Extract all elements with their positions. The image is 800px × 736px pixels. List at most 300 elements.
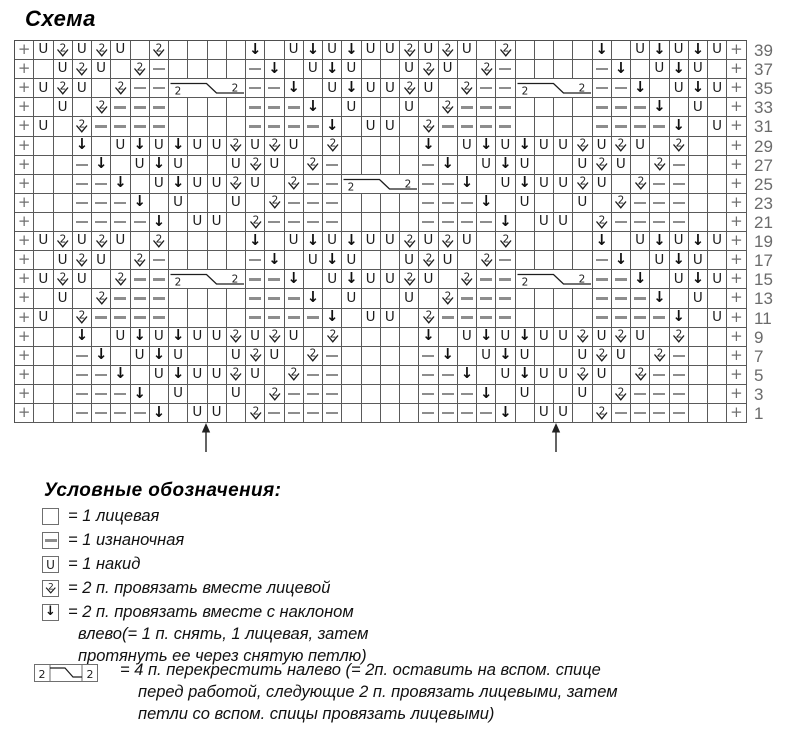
chart-row (15, 41, 747, 60)
knit-cell (573, 404, 592, 423)
svg-text:2: 2 (579, 328, 587, 341)
purl-cell (612, 289, 631, 308)
purl-cell (477, 79, 496, 98)
svg-text:2: 2 (38, 668, 46, 681)
knit-cell (535, 60, 554, 79)
edge-stitch-cell: + (15, 137, 34, 156)
ssk-cell: ↓ (131, 137, 150, 156)
purl-cell (73, 366, 92, 385)
chart-row (15, 79, 747, 98)
purl-cell (111, 385, 130, 404)
yarn-over-cell: U (73, 270, 92, 289)
svg-text:2: 2 (233, 175, 240, 188)
edge-stitch-cell: + (15, 366, 34, 385)
ssk-cell: ↓ (150, 213, 169, 232)
k2tog-cell (650, 156, 669, 175)
purl-cell (73, 404, 92, 423)
chart-row (15, 137, 747, 156)
knit-cell (111, 251, 130, 270)
purl-cell (593, 270, 612, 289)
yarn-over-cell: U (419, 232, 438, 251)
ssk-cell: ↓ (169, 366, 188, 385)
yarn-over-cell: U (535, 328, 554, 347)
knit-cell (362, 98, 381, 117)
yarn-over-cell: U (573, 194, 592, 213)
page-title: Схема (25, 6, 96, 31)
yarn-over-cell: U (419, 79, 438, 98)
svg-text:2: 2 (98, 42, 105, 55)
purl-cell (73, 347, 92, 366)
knit-cell (227, 404, 246, 423)
yarn-over-cell: U (381, 41, 400, 60)
svg-text:2: 2 (252, 214, 259, 227)
k2tog-cell (477, 251, 496, 270)
yarn-over-cell: U (708, 232, 727, 251)
yarn-over-cell: U (150, 366, 169, 385)
svg-text:2: 2 (521, 276, 528, 289)
yarn-over-cell: U (554, 366, 573, 385)
purl-cell (439, 309, 458, 328)
purl-cell (419, 404, 438, 423)
yarn-over-cell: U (342, 60, 361, 79)
svg-text:2: 2 (231, 82, 239, 95)
purl-cell (458, 404, 477, 423)
purl-cell (458, 385, 477, 404)
yarn-over-cell: U (573, 347, 592, 366)
k2tog-cell (573, 328, 592, 347)
k2tog-cell (246, 347, 265, 366)
purl-cell (285, 98, 304, 117)
knit-cell (381, 98, 400, 117)
knit-cell (323, 289, 342, 308)
yarn-over-cell: U (227, 385, 246, 404)
ssk-cell: ↓ (131, 194, 150, 213)
yarn-over-cell: U (150, 328, 169, 347)
edge-stitch-cell: + (727, 251, 746, 270)
svg-text:2: 2 (406, 233, 413, 246)
row-number: 35 (754, 79, 773, 99)
k2tog-cell (73, 251, 92, 270)
purl-cell (304, 404, 323, 423)
svg-text:2: 2 (117, 80, 125, 93)
ssk-cell: ↓ (593, 41, 612, 60)
knit-cell (554, 347, 573, 366)
purl-cell (458, 309, 477, 328)
k2tog-cell (227, 328, 246, 347)
ssk-cell: ↓ (670, 60, 689, 79)
chart-row (15, 117, 747, 136)
purl-cell (650, 366, 669, 385)
knit-cell (285, 347, 304, 366)
knit-cell (400, 117, 419, 136)
yarn-over-cell: U (169, 156, 188, 175)
knit-cell (342, 385, 361, 404)
row-numbers-column (754, 41, 773, 423)
knit-cell (631, 251, 650, 270)
yarn-over-cell: U (73, 232, 92, 251)
row-number: 39 (754, 41, 773, 60)
knit-cell (670, 98, 689, 117)
yarn-over-cell: U (670, 41, 689, 60)
ssk-cell: ↓ (265, 251, 284, 270)
knit-cell (111, 60, 130, 79)
yarn-over-cell: U (400, 98, 419, 117)
knit-cell (535, 232, 554, 251)
ssk-cell: ↓ (477, 385, 496, 404)
ssk-cell: ↓ (246, 41, 265, 60)
knit-cell (188, 60, 207, 79)
ssk-cell: ↓ (323, 60, 342, 79)
ssk-cell: ↓ (650, 41, 669, 60)
k2tog-cell (111, 79, 130, 98)
k2tog-cell (54, 232, 73, 251)
knit-cell (689, 175, 708, 194)
yarn-over-cell: U (188, 366, 207, 385)
yarn-over-cell: U (554, 175, 573, 194)
purl-cell (265, 309, 284, 328)
yarn-over-cell: U (689, 60, 708, 79)
k2tog-cell (227, 137, 246, 156)
knit-cell (573, 289, 592, 308)
knit-cell (54, 175, 73, 194)
yarn-over-cell: U (458, 232, 477, 251)
purl-cell (458, 289, 477, 308)
purl-cell (323, 366, 342, 385)
yarn-over-cell: U (419, 41, 438, 60)
yarn-over-cell: U (34, 79, 53, 98)
svg-text:2: 2 (406, 80, 413, 93)
purl-cell (304, 194, 323, 213)
yarn-over-cell: U (631, 41, 650, 60)
yarn-over-cell: U (227, 156, 246, 175)
yarn-over-cell: U (554, 213, 573, 232)
yarn-over-cell: U (381, 79, 400, 98)
svg-text:2: 2 (444, 233, 452, 246)
yarn-over-cell: U (708, 117, 727, 136)
knit-cell (708, 175, 727, 194)
legend-item-label: = 1 изнаночная (68, 531, 185, 549)
knit-cell (169, 117, 188, 136)
k2tog-cell (111, 270, 130, 289)
purl-cell (111, 117, 130, 136)
knit-cell (439, 79, 458, 98)
legend-title: Условные обозначения: (44, 480, 282, 501)
ssk-cell: ↓ (342, 41, 361, 60)
k2tog-cell (304, 156, 323, 175)
knit-cell (208, 385, 227, 404)
legend-item-label: петли со вспом. спицы провязать лицевыми) (138, 705, 495, 723)
knit-cell (650, 79, 669, 98)
purl-cell (131, 404, 150, 423)
yarn-over-cell: U (689, 98, 708, 117)
knit-cell (342, 156, 361, 175)
ssk-cell: ↓ (169, 137, 188, 156)
k2tog-cell (246, 404, 265, 423)
knit-cell (131, 232, 150, 251)
svg-text:2: 2 (578, 82, 585, 95)
purl-cell (477, 309, 496, 328)
purl-cell (246, 98, 265, 117)
purl-cell (246, 117, 265, 136)
row-number: 29 (754, 136, 773, 156)
knit-cell (381, 366, 400, 385)
edge-stitch-cell: + (15, 213, 34, 232)
purl-cell (496, 309, 515, 328)
repeat-marker-arrow-icon (199, 423, 213, 453)
yarn-over-cell: U (362, 270, 381, 289)
svg-text:2: 2 (271, 137, 279, 150)
purl-cell (419, 385, 438, 404)
edge-stitch-cell: + (15, 60, 34, 79)
yarn-over-cell: U (188, 328, 207, 347)
yarn-over-cell: U (188, 137, 207, 156)
legend-item-label: перед работой, следующие 2 п. провязать лицевыми, затем (138, 683, 618, 701)
k2tog-cell (670, 328, 689, 347)
edge-stitch-cell: + (727, 289, 746, 308)
yarn-over-cell: U (362, 309, 381, 328)
knit-cell (554, 60, 573, 79)
knit-cell (670, 289, 689, 308)
purl-cell (496, 270, 515, 289)
svg-text:2: 2 (579, 137, 587, 150)
knit-cell (400, 137, 419, 156)
yarn-over-cell: U (342, 251, 361, 270)
ssk-cell: ↓ (169, 328, 188, 347)
chart-row (15, 213, 747, 232)
knit-cell (342, 347, 361, 366)
yarn-over-cell: U (265, 347, 284, 366)
purl-cell (496, 289, 515, 308)
purl-cell (131, 289, 150, 308)
ssk-cell: ↓ (342, 79, 361, 98)
edge-stitch-cell: + (15, 270, 34, 289)
purl-cell (323, 347, 342, 366)
knit-cell (381, 328, 400, 347)
chart-row (15, 98, 747, 117)
knit-cell (131, 366, 150, 385)
knit-cell (362, 60, 381, 79)
purl-cell (612, 404, 631, 423)
yarn-over-cell: U (381, 309, 400, 328)
knit-cell (54, 347, 73, 366)
yarn-over-cell: U (246, 175, 265, 194)
k2tog-cell (54, 79, 73, 98)
knit-cell (34, 289, 53, 308)
yarn-over-cell: U (593, 175, 612, 194)
knit-cell (573, 117, 592, 136)
edge-stitch-cell: + (15, 41, 34, 60)
knit-cell (381, 213, 400, 232)
knit-cell (246, 385, 265, 404)
yarn-over-symbol-icon: U (42, 556, 59, 573)
purl-cell (92, 309, 111, 328)
purl-cell (670, 366, 689, 385)
knit-cell (516, 289, 535, 308)
knit-cell (439, 270, 458, 289)
knit-cell (227, 232, 246, 251)
knit-cell (708, 60, 727, 79)
purl-cell (285, 289, 304, 308)
svg-text:2: 2 (483, 252, 490, 265)
purl-cell (477, 213, 496, 232)
ssk-cell: ↓ (419, 328, 438, 347)
purl-cell (150, 60, 169, 79)
knit-cell (516, 98, 535, 117)
yarn-over-cell: U (439, 251, 458, 270)
purl-cell (111, 213, 130, 232)
purl-cell (111, 309, 130, 328)
edge-stitch-cell: + (727, 60, 746, 79)
cable-4-left-cell (169, 79, 246, 98)
svg-text:2: 2 (86, 668, 94, 681)
knit-cell (689, 309, 708, 328)
purl-cell (439, 366, 458, 385)
edge-stitch-cell: + (727, 175, 746, 194)
svg-text:2: 2 (233, 328, 240, 341)
svg-text:2: 2 (174, 276, 182, 289)
purl-cell (304, 117, 323, 136)
edge-stitch-cell: + (727, 232, 746, 251)
purl-cell (323, 385, 342, 404)
ssk-cell: ↓ (516, 328, 535, 347)
knit-cell (535, 347, 554, 366)
edge-stitch-cell: + (15, 251, 34, 270)
knit-cell (304, 270, 323, 289)
knit-cell (208, 347, 227, 366)
purl-cell (650, 117, 669, 136)
k2tog-cell (265, 328, 284, 347)
knit-cell (362, 213, 381, 232)
knit-cell (265, 41, 284, 60)
svg-text:2: 2 (502, 42, 510, 55)
purl-cell (593, 79, 612, 98)
yarn-over-cell: U (458, 328, 477, 347)
yarn-over-cell: U (73, 79, 92, 98)
knit-cell (227, 309, 246, 328)
purl-cell (73, 213, 92, 232)
yarn-over-cell: U (188, 404, 207, 423)
yarn-over-cell: U (285, 137, 304, 156)
k2tog-cell (593, 404, 612, 423)
knit-cell (111, 156, 130, 175)
row-number: 33 (754, 98, 773, 118)
edge-stitch-cell: + (15, 385, 34, 404)
svg-text:2: 2 (48, 582, 54, 593)
knit-symbol-icon (42, 508, 59, 525)
k2tog-cell (439, 232, 458, 251)
knit-cell (593, 194, 612, 213)
k2tog-cell (573, 366, 592, 385)
ssk-cell: ↓ (516, 366, 535, 385)
yarn-over-cell: U (304, 251, 323, 270)
chart-row (15, 60, 747, 79)
knit-cell (92, 328, 111, 347)
purl-cell (265, 270, 284, 289)
k2tog-cell (285, 175, 304, 194)
knit-cell (188, 309, 207, 328)
svg-text:2: 2 (271, 386, 279, 399)
knit-cell (34, 328, 53, 347)
purl-cell (593, 117, 612, 136)
k2tog-cell (92, 98, 111, 117)
yarn-over-cell: U (208, 328, 227, 347)
ssk-cell: ↓ (92, 347, 111, 366)
edge-stitch-cell: + (727, 98, 746, 117)
yarn-over-cell: U (496, 328, 515, 347)
knit-cell (188, 41, 207, 60)
knit-cell (150, 194, 169, 213)
yarn-over-cell: U (516, 347, 535, 366)
yarn-over-cell: U (458, 137, 477, 156)
knit-cell (188, 289, 207, 308)
yarn-over-cell: U (54, 289, 73, 308)
purl-cell (92, 404, 111, 423)
knit-cell (381, 194, 400, 213)
purl-symbol-icon (42, 532, 59, 549)
k2tog-cell (227, 366, 246, 385)
purl-cell (150, 251, 169, 270)
yarn-over-cell: U (208, 137, 227, 156)
ssk-cell: ↓ (150, 404, 169, 423)
knit-cell (458, 347, 477, 366)
cable-4-left-cell (516, 79, 593, 98)
yarn-over-cell: U (34, 117, 53, 136)
knit-cell (227, 117, 246, 136)
knit-cell (535, 194, 554, 213)
yarn-over-cell: U (150, 137, 169, 156)
svg-text:2: 2 (136, 252, 144, 265)
knit-cell (458, 251, 477, 270)
ssk-cell: ↓ (131, 328, 150, 347)
svg-text:2: 2 (59, 271, 67, 284)
svg-text:2: 2 (156, 42, 163, 55)
knit-cell (150, 385, 169, 404)
knit-cell (362, 366, 381, 385)
purl-cell (496, 60, 515, 79)
purl-cell (92, 175, 111, 194)
knit-cell (169, 232, 188, 251)
svg-text:2: 2 (656, 156, 664, 169)
chart-row (15, 175, 747, 194)
yarn-over-cell: U (708, 41, 727, 60)
k2tog-cell (246, 156, 265, 175)
yarn-over-cell: U (381, 117, 400, 136)
yarn-over-cell: U (631, 328, 650, 347)
knit-cell (708, 385, 727, 404)
svg-text:2: 2 (329, 137, 336, 150)
yarn-over-cell: U (535, 175, 554, 194)
svg-text:2: 2 (329, 328, 336, 341)
ssk-cell: ↓ (670, 117, 689, 136)
svg-text:2: 2 (675, 328, 683, 341)
knit-cell (342, 309, 361, 328)
k2tog-cell (593, 347, 612, 366)
yarn-over-cell: U (631, 137, 650, 156)
knit-cell (708, 137, 727, 156)
purl-cell (650, 385, 669, 404)
ssk-cell: ↓ (111, 366, 130, 385)
knit-cell (73, 98, 92, 117)
purl-cell (131, 117, 150, 136)
svg-text:2: 2 (425, 61, 433, 74)
edge-stitch-cell: + (727, 41, 746, 60)
yarn-over-cell: U (208, 175, 227, 194)
knit-cell (265, 175, 284, 194)
knit-cell (342, 117, 361, 136)
k2tog-cell (92, 289, 111, 308)
yarn-over-cell: U (169, 347, 188, 366)
k2tog-cell (631, 175, 650, 194)
